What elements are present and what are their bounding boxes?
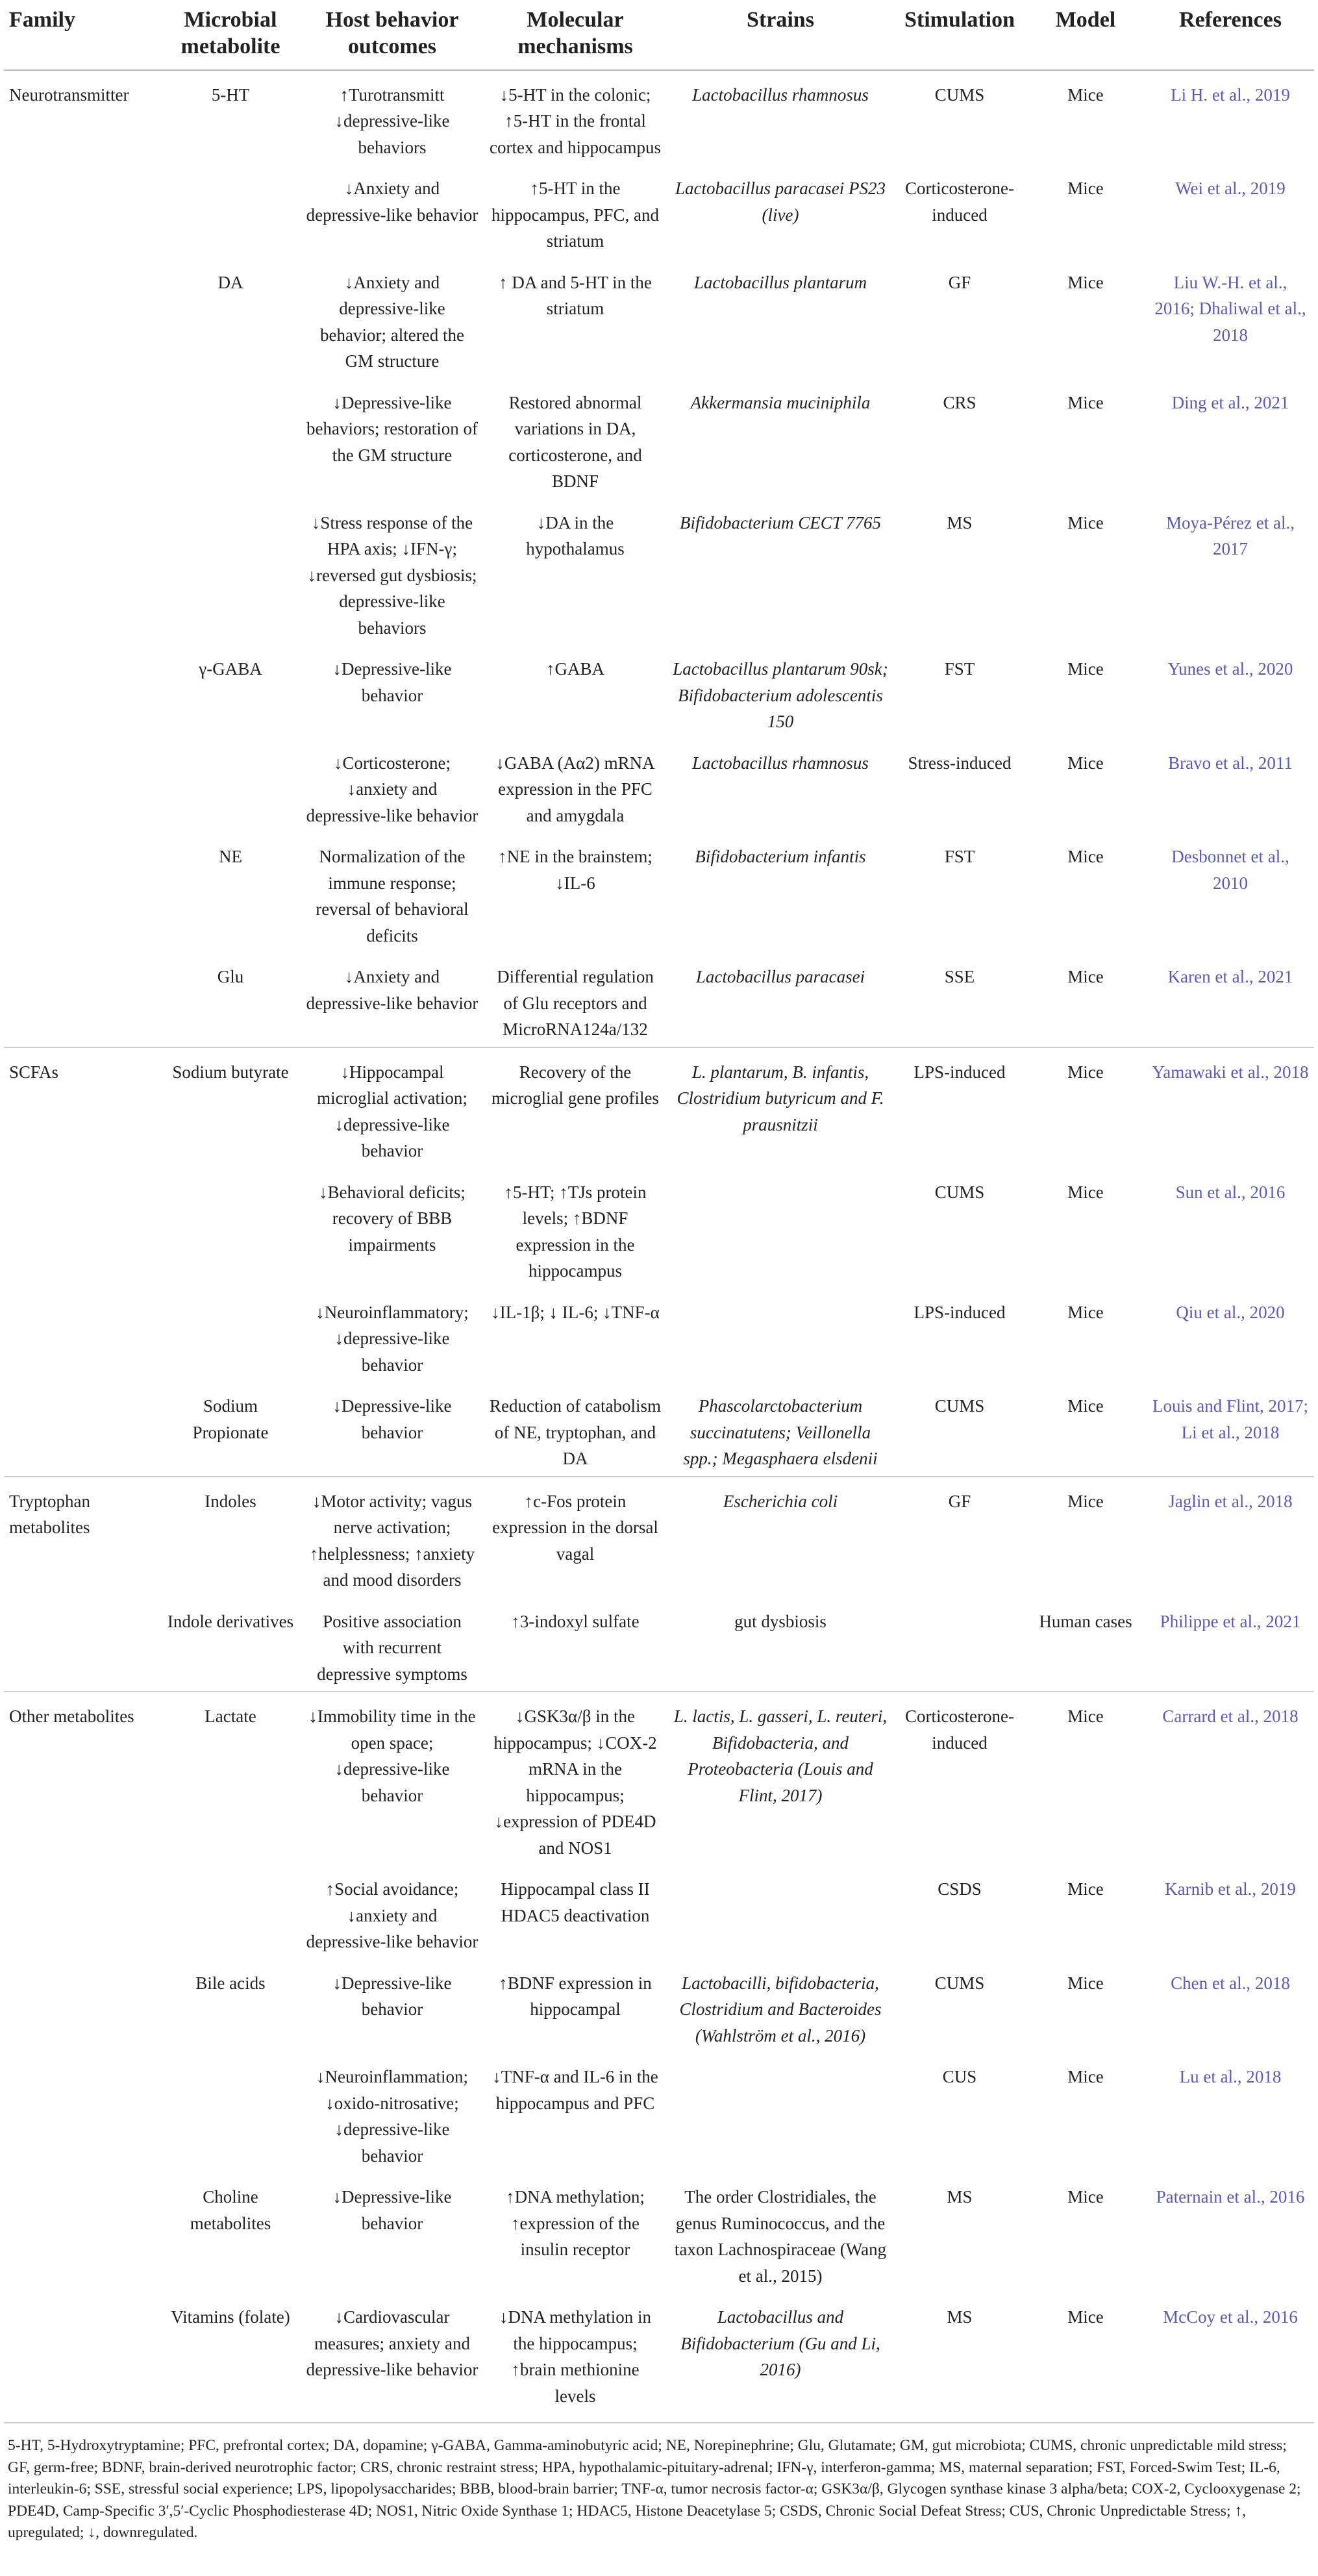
mechanism-cell: ↑c-Fos protein expression in the dorsal vagal [484, 1477, 666, 1597]
outcome-cell: ↓Motor activity; vagus nerve activation; ↑helplessness; ↑anxiety and mood disorders [300, 1477, 484, 1597]
stimulation-cell: Corticosterone-induced [905, 179, 1014, 225]
mechanism-cell: ↓DNA methylation in the hippocampus; ↑brain methionine levels [499, 2307, 651, 2406]
table-row [4, 499, 1314, 645]
outcome-cell: ↓Depressive-like behavior [332, 1396, 452, 1442]
mechanism-cell: ↓IL-1β; ↓ IL-6; ↓TNF-α [491, 1302, 660, 1322]
reference-link[interactable]: Qiu et al., 2020 [1176, 1302, 1285, 1322]
mechanism-cell: Differential regulation of Glu receptors and MicroRNA124a/132 [497, 967, 654, 1040]
model-cell: Human cases [1039, 1611, 1132, 1631]
family-cell [4, 645, 161, 739]
strain-cell: Bifidobacterium CECT 7765 [679, 512, 881, 532]
reference-link[interactable]: Jaglin et al., 2018 [1147, 1477, 1314, 1597]
outcome-cell: ↓Cardiovascular measures; anxiety and depressive-like behavior [306, 2307, 479, 2380]
outcome-cell: ↓Depressive-like behaviors; restoration of the GM structure [306, 392, 478, 465]
outcome-cell: ↓Depressive-like behavior [332, 1973, 452, 2020]
header-model: Model [1025, 0, 1147, 70]
table-row [4, 1597, 1314, 1692]
mechanism-cell: Reduction of catabolism of NE, tryptophan, and DA [490, 1396, 661, 1469]
model-cell: Mice [1067, 847, 1104, 867]
metabolite-cell [161, 739, 300, 833]
outcome-cell: ↓Neuroinflammatory; ↓depressive-like behavior [316, 1302, 469, 1375]
header-row [4, 0, 1314, 70]
outcome-cell: Normalization of the immune response; reversal of behavioral deficits [316, 847, 469, 945]
mechanism-cell: ↑NE in the brainstem; ↓IL-6 [498, 847, 653, 893]
strain-cell: Lactobacillus plantarum [693, 272, 867, 292]
table-row [4, 1168, 1314, 1288]
strain-cell: Lactobacillus paracasei [695, 967, 865, 987]
family-cell [4, 1959, 161, 2053]
stimulation-cell: FST [944, 659, 975, 679]
strain-cell [666, 2053, 895, 2173]
reference-link[interactable]: Wei et al., 2019 [1175, 179, 1286, 199]
stimulation-cell: CUMS [934, 1973, 985, 1993]
mechanism-cell: ↓5-HT in the colonic; ↑5-HT in the frontal cortex and hippocampus [490, 84, 661, 157]
mechanism-cell: ↓DA in the hypothalamus [526, 512, 625, 559]
model-cell: Mice [1067, 2187, 1104, 2207]
family-cell: SCFAs [4, 1047, 161, 1168]
metabolite-cell: γ-GABA [199, 659, 262, 679]
mechanism-cell: Hippocampal class II HDAC5 deactivation [501, 1879, 650, 1925]
metabolite-cell: Choline metabolites [190, 2187, 271, 2233]
reference-link[interactable]: Ding et al., 2021 [1171, 392, 1289, 412]
outcome-cell: ↓Anxiety and depressive-like behavior [306, 967, 479, 1013]
reference-link[interactable]: McCoy et al., 2016 [1163, 2307, 1298, 2327]
family-cell [4, 2173, 161, 2293]
outcome-cell: ↓Immobility time in the open space; ↓depressive-like behavior [300, 1692, 484, 1865]
reference-link[interactable]: Philippe et al., 2021 [1160, 1611, 1301, 1631]
table-row [4, 164, 1314, 258]
reference-link[interactable]: Moya-Pérez et al., 2017 [1166, 512, 1295, 559]
model-cell: Mice [1067, 2067, 1104, 2087]
mechanism-cell: ↑3-indoxyl sulfate [511, 1611, 640, 1631]
metabolite-cell: Bile acids [195, 1973, 266, 1993]
strain-cell: Lactobacilli, bifidobacteria, Clostridium and Bacteroides (Wahlström et al., 2016) [679, 1973, 882, 2045]
metabolite-cell [161, 379, 300, 499]
table-row [4, 645, 1314, 739]
metabolite-cell: 5-HT [211, 84, 250, 105]
reference-link[interactable]: Liu W.-H. et al., 2016; Dhaliwal et al., 2018 [1154, 272, 1306, 345]
outcome-cell: ↓Depressive-like behavior [332, 2187, 452, 2233]
table-row [4, 1477, 1314, 1597]
metabolite-cell [161, 1168, 300, 1288]
table-body [4, 70, 1314, 2414]
table-row [4, 2053, 1314, 2173]
header-references: References [1147, 0, 1314, 70]
outcome-cell: ↑Turotransmitt ↓depressive-like behaviors [334, 84, 450, 157]
model-cell: Mice [1067, 84, 1104, 105]
strain-cell: The order Clostridiales, the genus Ruminococcus, and the taxon Lachnospiraceae (Wang et al., 2015) [674, 2187, 887, 2286]
strain-cell: Escherichia coli [666, 1477, 895, 1597]
family-cell [4, 739, 161, 833]
outcome-cell: ↓Anxiety and depressive-like behavior [306, 179, 479, 225]
family-cell [4, 379, 161, 499]
strain-cell: Lactobacillus plantarum 90sk; Bifidobacterium adolescentis 150 [673, 659, 888, 732]
mechanism-cell: ↓TNF-α and IL-6 in the hippocampus and PFC [492, 2067, 658, 2113]
strain-cell: Lactobacillus rhamnosus [692, 753, 869, 773]
model-cell: Mice [1067, 1302, 1104, 1322]
strain-cell: Lactobacillus paracasei PS23 (live) [675, 179, 886, 225]
model-cell: Mice [1067, 272, 1104, 292]
table-row [4, 953, 1314, 1047]
family-cell [4, 258, 161, 379]
outcome-cell: ↓Behavioral deficits; recovery of BBB impairments [319, 1182, 466, 1255]
mechanism-cell: ↑GABA [545, 659, 604, 679]
table-footnote: 5-HT, 5-Hydroxytryptamine; PFC, prefrontal cortex; DA, dopamine; γ-GABA, Gamma-aminobutyric acid; NE, Norepinephrine; Glu, Glutamate; GM, gut microbiota; CUMS, chronic unpredictable mild stress; GF, germ-free; BDNF, brain-derived neurotrophic factor; CRS, chronic restraint stress; HPA, hypothalamic-pituitary-adrenal; IFN-γ, interferon-gamma; MS, maternal separation; FST, Forced-Swim Test; IL-6, interleukin-6; SSE, stressful social experience; LPS, lipopolysaccharides; BBB, blood-brain barrier; TNF-α, tumor necrosis factor-α; GSK3α/β, Glycogen synthase kinase 3 alpha/beta; COX-2, Cyclooxygenase 2; PDE4D, Camp-Specific 3′,5′-Cyclic Phosphodiesterase 4D; NOS1, Nitric Oxide Synthase 1; HDAC5, Histone Deacetylase 5; CSDS, Chronic Social Defeat Stress; CUS, Chronic Unpredictable Stress; ↑, upregulated; ↓, downregulated. [4, 2422, 1314, 2544]
strain-cell: L. lactis, L. gasseri, L. reuteri, Bifidobacteria, and Proteobacteria (Louis and Flint, 2017) [666, 1692, 895, 1865]
metabolite-cell: Sodium Propionate [192, 1396, 269, 1442]
stimulation-cell: FST [944, 847, 975, 867]
family-cell [4, 2053, 161, 2173]
table-row [4, 379, 1314, 499]
metabolite-cell: Glu [217, 967, 244, 987]
mechanism-cell: Recovery of the microglial gene profiles [484, 1047, 666, 1168]
table-row [4, 1382, 1314, 1477]
table-row [4, 258, 1314, 379]
family-cell [4, 832, 161, 953]
family-cell [4, 164, 161, 258]
reference-link[interactable]: Louis and Flint, 2017; Li et al., 2018 [1152, 1396, 1308, 1442]
reference-link[interactable]: Sun et al., 2016 [1175, 1182, 1286, 1202]
reference-link[interactable]: Bravo et al., 2011 [1168, 753, 1293, 773]
table-row [4, 1692, 1314, 1865]
family-cell [4, 1382, 161, 1477]
stimulation-cell: Corticosterone-induced [895, 1692, 1025, 1865]
model-cell: Mice [1025, 1047, 1147, 1168]
header-family: Family [4, 0, 161, 70]
outcome-cell: ↓Depressive-like behavior [332, 659, 452, 705]
metabolite-cell: Lactate [161, 1692, 300, 1865]
table-row [4, 70, 1314, 165]
model-cell: Mice [1067, 659, 1104, 679]
reference-link[interactable]: Lu et al., 2018 [1179, 2067, 1282, 2087]
model-cell: Mice [1067, 753, 1104, 773]
stimulation-cell: SSE [944, 967, 975, 987]
outcome-cell: ↑Social avoidance; ↓anxiety and depressive-like behavior [306, 1879, 479, 1952]
model-cell: Mice [1067, 967, 1104, 987]
model-cell: Mice [1067, 1973, 1104, 1993]
stimulation-cell: CUMS [934, 1396, 985, 1416]
stimulation-cell: GF [895, 1477, 1025, 1597]
model-cell: Mice [1025, 1477, 1147, 1597]
outcome-cell: ↓Neuroinflammation; ↓oxido-nitrosative; ↓depressive-like behavior [316, 2067, 468, 2166]
model-cell: Mice [1067, 2307, 1104, 2327]
mechanism-cell: ↑5-HT; ↑TJs protein levels; ↑BDNF expression in the hippocampus [504, 1182, 647, 1281]
stimulation-cell: CSDS [938, 1879, 982, 1899]
reference-link[interactable]: Desbonnet et al., 2010 [1171, 847, 1289, 893]
strain-cell [666, 1865, 895, 1959]
outcome-cell: ↓Corticosterone; ↓anxiety and depressive-like behavior [306, 753, 479, 825]
metabolite-cell: Indoles [161, 1477, 300, 1597]
reference-link[interactable]: Karnib et al., 2019 [1165, 1879, 1296, 1899]
metabolite-cell: NE [219, 847, 242, 867]
family-cell: Other metabolites [4, 1692, 161, 1865]
strain-cell [666, 1288, 895, 1382]
metabolite-cell [161, 499, 300, 645]
strain-cell: Lactobacillus rhamnosus [692, 84, 869, 105]
family-cell [4, 1597, 161, 1692]
reference-link[interactable]: Li H. et al., 2019 [1171, 84, 1290, 105]
mechanism-cell: Restored abnormal variations in DA, corticosterone, and BDNF [508, 392, 642, 492]
mechanism-cell: ↑ DA and 5-HT in the striatum [499, 272, 652, 319]
metabolite-cell [161, 2053, 300, 2173]
table-row [4, 832, 1314, 953]
metabolite-cell: Indole derivatives [167, 1611, 294, 1631]
model-cell: Mice [1067, 512, 1104, 532]
strain-cell: gut dysbiosis [734, 1611, 827, 1631]
strain-cell: Phascolarctobacterium succinatutens; Veillonella spp.; Megasphaera elsdenii [683, 1396, 878, 1469]
header-strains: Strains [666, 0, 895, 70]
stimulation-cell: LPS-induced [914, 1302, 1006, 1322]
reference-link[interactable]: Paternain et al., 2016 [1156, 2187, 1305, 2207]
table-row [4, 2293, 1314, 2413]
reference-link[interactable]: Chen et al., 2018 [1171, 1973, 1290, 1993]
header-mechanism: Molecular mechanisms [484, 0, 666, 70]
stimulation-cell: MS [947, 512, 973, 532]
strain-cell: L. plantarum, B. infantis, Clostridium butyricum and F. prausnitzii [666, 1047, 895, 1168]
family-cell [4, 499, 161, 645]
model-cell: Mice [1067, 179, 1104, 199]
table-row [4, 739, 1314, 833]
strain-cell: Lactobacillus and Bifidobacterium (Gu and Li, 2016) [680, 2307, 880, 2380]
family-cell [4, 953, 161, 1047]
stimulation-cell: Stress-induced [908, 753, 1012, 773]
header-outcome: Host behavior outcomes [300, 0, 484, 70]
outcome-cell: Positive association with recurrent depressive symptoms [317, 1611, 467, 1684]
model-cell: Mice [1067, 1879, 1104, 1899]
strain-cell: Akkermansia muciniphila [690, 392, 871, 412]
stimulation-cell: MS [947, 2187, 973, 2207]
family-cell [4, 1865, 161, 1959]
family-cell [4, 1288, 161, 1382]
family-cell [4, 1168, 161, 1288]
stimulation-cell: MS [947, 2307, 973, 2327]
reference-link[interactable]: Carrard et al., 2018 [1147, 1692, 1314, 1865]
model-cell: Mice [1067, 392, 1104, 412]
table-row [4, 1865, 1314, 1959]
strain-cell: Bifidobacterium infantis [695, 847, 866, 867]
model-cell: Mice [1067, 1182, 1104, 1202]
metabolite-cell [161, 1865, 300, 1959]
reference-link[interactable]: Karen et al., 2021 [1167, 967, 1293, 987]
metabolite-cell: DA [218, 272, 243, 292]
stimulation-cell: LPS-induced [895, 1047, 1025, 1168]
family-cell: Neurotransmitter [9, 84, 129, 105]
mechanism-cell: ↓GABA (Aα2) mRNA expression in the PFC and amygdala [495, 753, 655, 825]
stimulation-cell: CUS [942, 2067, 977, 2087]
mechanism-cell: ↑BDNF expression in hippocampal [499, 1973, 652, 2020]
strain-cell [666, 1168, 895, 1288]
family-cell [4, 2293, 161, 2413]
stimulation-cell [895, 1597, 1025, 1692]
stimulation-cell: CUMS [934, 1182, 985, 1202]
stimulation-cell: CRS [943, 392, 976, 412]
outcome-cell: ↓Hippocampal microglial activation; ↓depressive-like behavior [300, 1047, 484, 1168]
mechanism-cell: ↓GSK3α/β in the hippocampus; ↓COX-2 mRNA in the hippocampus; ↓expression of PDE4D and NOS1 [484, 1692, 666, 1865]
metabolite-cell: Vitamins (folate) [171, 2307, 290, 2327]
metabolite-cell [161, 164, 300, 258]
table-row [4, 1959, 1314, 2053]
model-cell: Mice [1067, 1396, 1104, 1416]
model-cell: Mice [1025, 1692, 1147, 1865]
stimulation-cell: CUMS [934, 84, 985, 105]
outcome-cell: ↓Stress response of the HPA axis; ↓IFN-γ; ↓reversed gut dysbiosis; depressive-like behaviors [307, 512, 477, 638]
mechanism-cell: ↑DNA methylation; ↑expression of the insulin receptor [506, 2187, 645, 2260]
mechanism-cell: ↑5-HT in the hippocampus, PFC, and striatum [491, 179, 659, 251]
header-stimulation: Stimulation [895, 0, 1025, 70]
metabolite-table [4, 0, 1314, 2413]
header-metabolite: Microbial metabolite [161, 0, 300, 70]
reference-link[interactable]: Yunes et al., 2020 [1167, 659, 1293, 679]
metabolite-cell: Sodium butyrate [161, 1047, 300, 1168]
family-cell: Tryptophan metabolites [4, 1477, 161, 1597]
table-row [4, 1047, 1314, 1168]
reference-link[interactable]: Yamawaki et al., 2018 [1147, 1047, 1314, 1168]
metabolite-cell [161, 1288, 300, 1382]
table-row [4, 1288, 1314, 1382]
table-row [4, 2173, 1314, 2293]
outcome-cell: ↓Anxiety and depressive-like behavior; altered the GM structure [320, 272, 464, 371]
stimulation-cell: GF [948, 272, 971, 292]
